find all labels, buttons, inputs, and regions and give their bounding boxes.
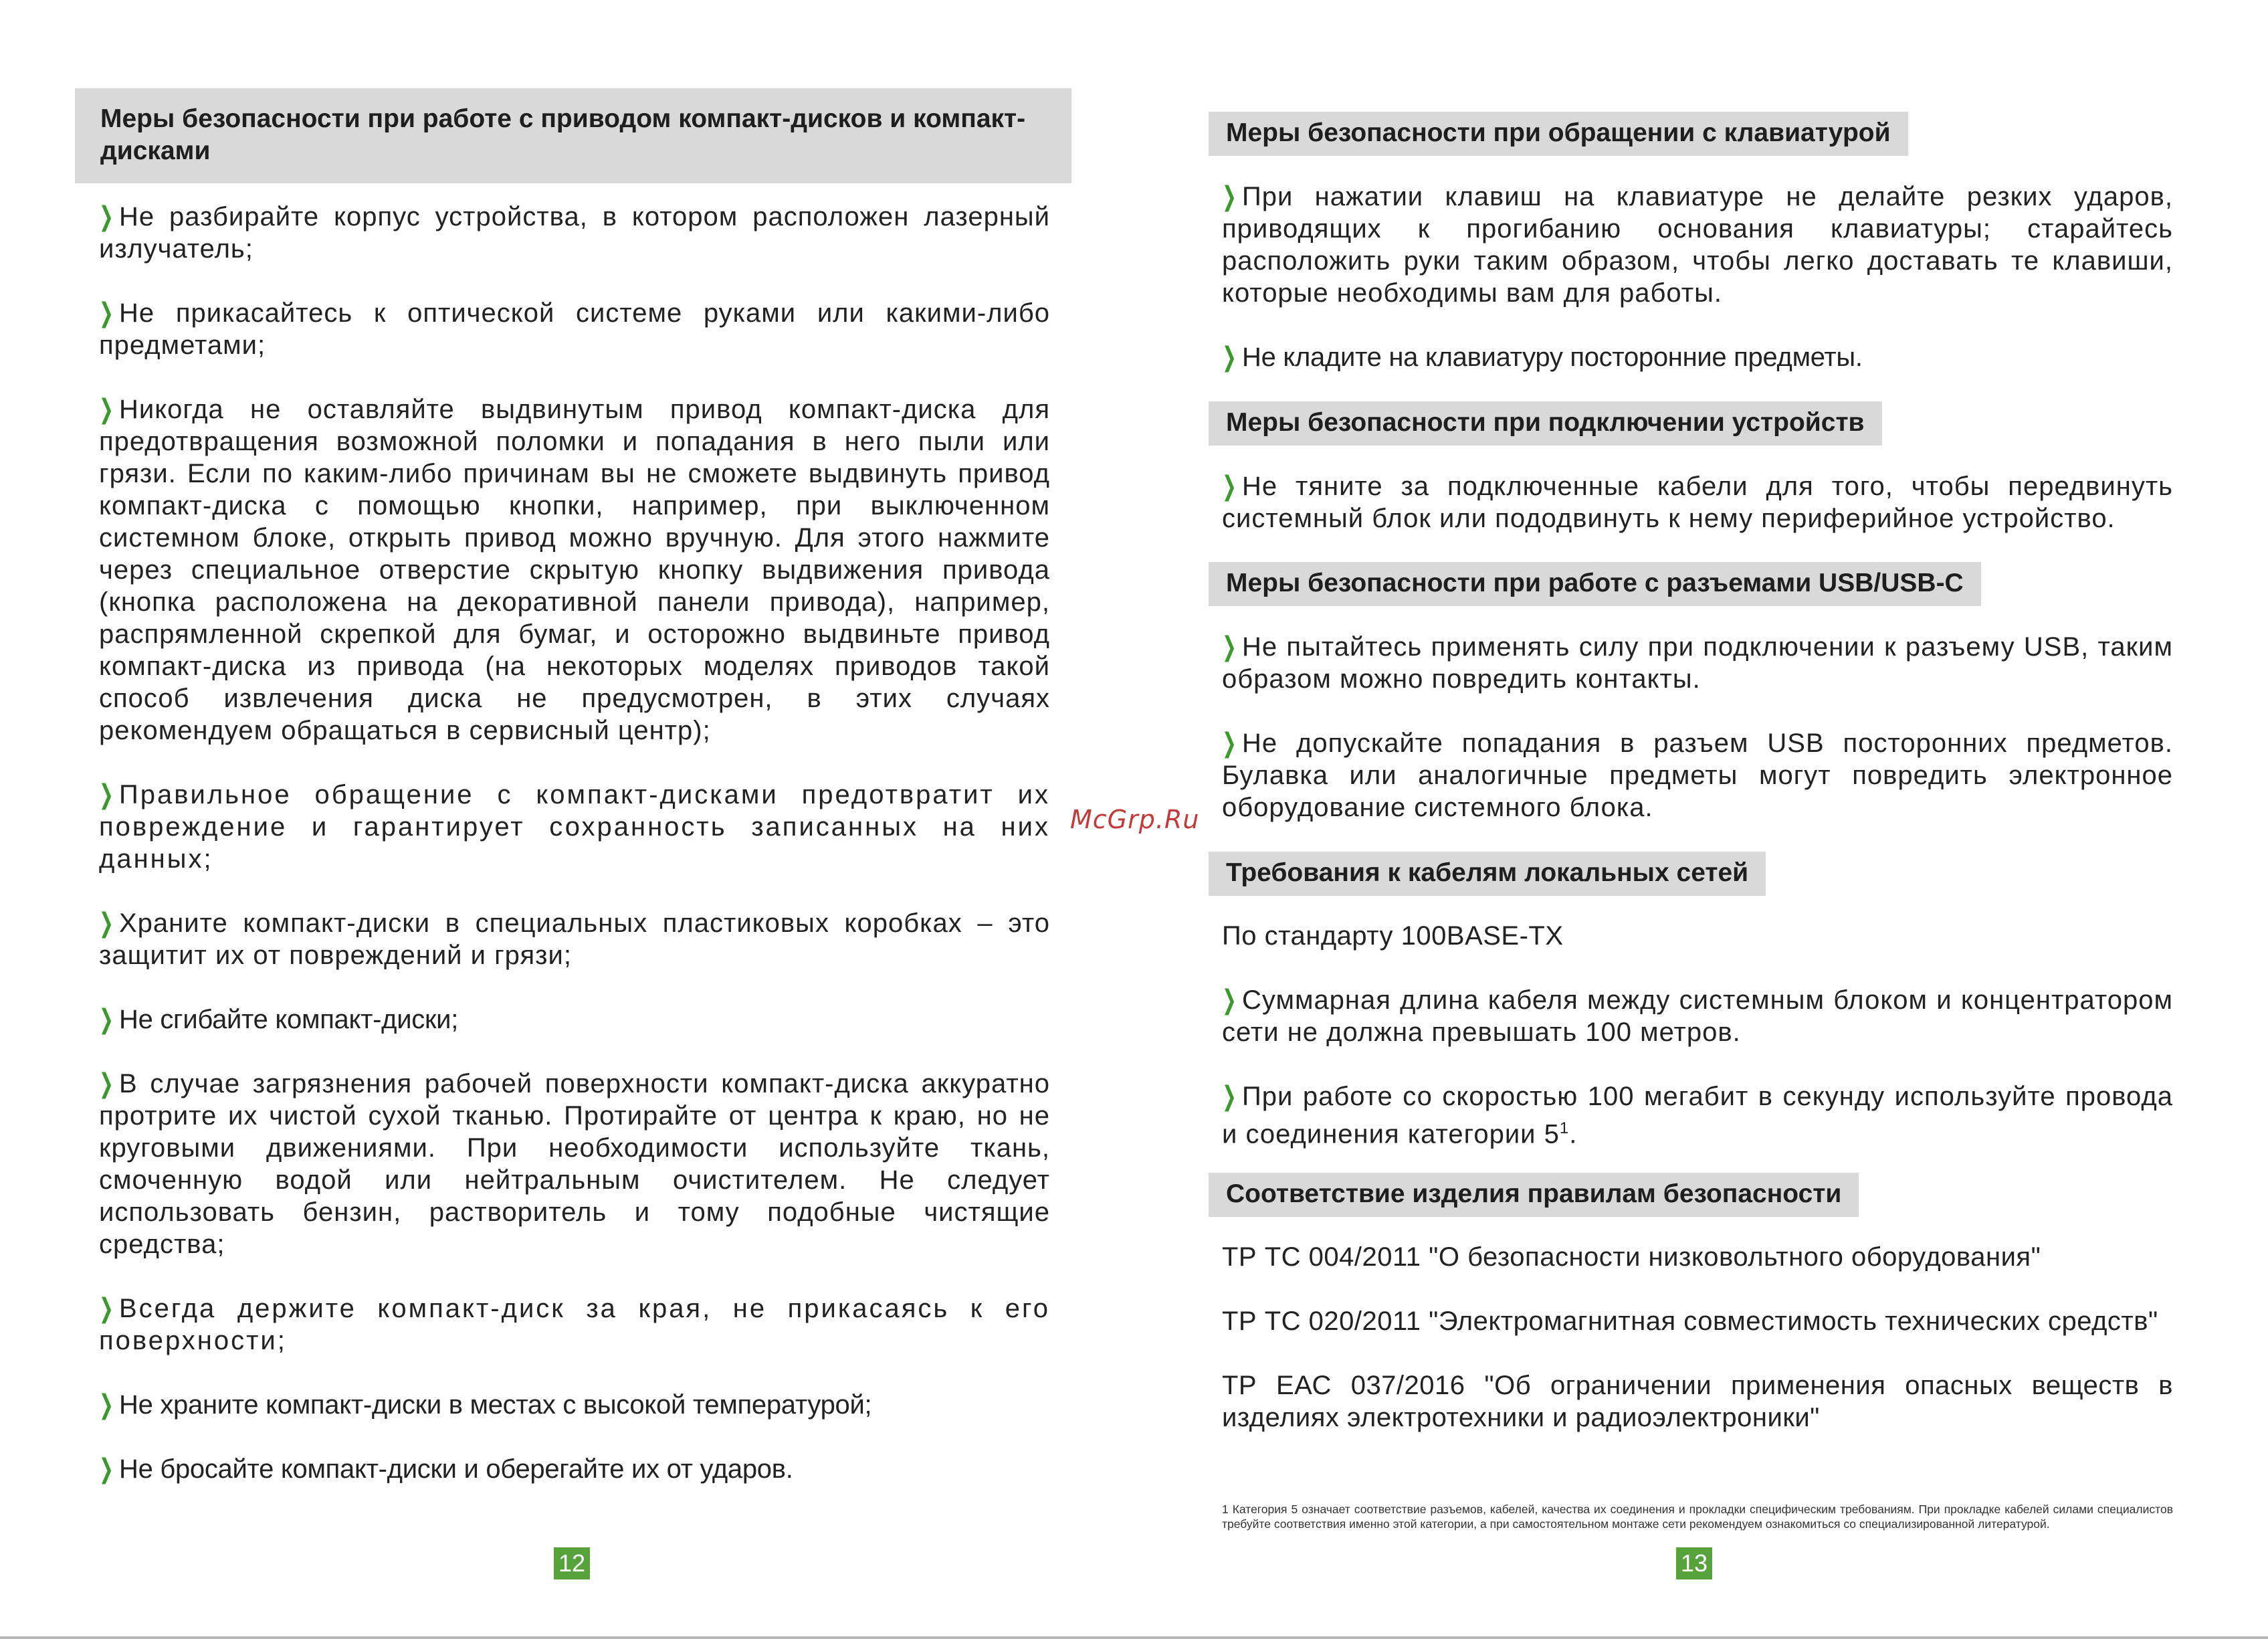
list-item: ❯ Всегда держите компакт-диск за края, не прикасаясь к его поверхности; [99,1294,1050,1355]
chevron-right-icon: ❯ [1222,985,1237,1015]
section-header-keyboard: Меры безопасности при обращении с клавиатурой [1209,112,1908,156]
list-item: ❯ Правильное обращение с компакт-дисками предотвратит их повреждение и гарантирует сохранность записанных на них данных; [99,780,1050,874]
list-item: ❯ Никогда не оставляйте выдвинутым привод компакт-диска для предотвращения возможной поломки и попадания в него пыли или грязи. Если по каким-либо причинам вы не сможете выдвинуть привод компакт-диска с помощью кнопки, например, при выключенном системном блоке, открыть привод можно вручную. Для этого нажмите через специальное отверстие скрытую кнопку выдвижения привода (кнопка расположена на декоративной панели привода), например, распрямленной скрепкой для бумаг, и осторожно выдвиньте привод компакт-диска из привода (на некоторых моделях приводов такой способ извлечения диска не предусмотрен, в этих случаях рекомендуем обращаться в сервисный центр); [99,395,1050,745]
compliance-list [1222,1241,2173,1466]
chevron-right-icon: ❯ [99,298,114,328]
page-number-right: 13 [1676,1547,1712,1579]
compliance-line: ТР ЕАС 037/2016 "Об ограничении применения опасных веществ в изделиях электротехники и радиоэлектроники" [1222,1371,2173,1432]
section-header-devices: Меры безопасности при подключении устройств [1209,401,1882,446]
section-header-lan: Требования к кабелям локальных сетей [1209,852,1766,896]
chevron-right-icon: ❯ [99,1454,114,1484]
chevron-right-icon: ❯ [99,202,114,231]
list-item: ❯ Не допускайте попадания в разъем USB посторонних предметов. Булавка или аналогичные предметы могут повредить электронное оборудование системного блока. [1222,729,2173,822]
list-item: ❯ Не прикасайтесь к оптической системе руками или какими-либо предметами; [99,298,1050,360]
chevron-right-icon: ❯ [1222,343,1237,372]
chevron-right-icon: ❯ [99,1069,114,1098]
bottom-border [0,1636,2268,1639]
list-item: ❯ Не храните компакт-диски в местах с высокой температурой; [99,1390,872,1420]
watermark: McGrp.Ru [1070,805,1200,834]
list-item: ❯ Храните компакт-диски в специальных пластиковых коробках – это защитит их от повреждений и грязи; [99,908,1050,970]
chevron-right-icon: ❯ [99,908,114,938]
compliance-line: ТР ТС 020/2011 "Электромагнитная совместимость технических средств" [1222,1307,2158,1336]
chevron-right-icon: ❯ [1222,1082,1237,1111]
list-item: ❯ Не кладите на клавиатуру посторонние предметы. [1222,343,1863,372]
list-item: ❯ Суммарная длина кабеля между системным блоком и концентратором сети не должна превышать 100 метров. [1222,985,2173,1047]
right-page [1134,0,2268,1639]
lan-standard: По стандарту 100BASE-TX [1222,921,1564,951]
footnote: 1 Категория 5 означает соответствие разъемов, кабелей, качества их соединения и прокладки специфическим требованиям. При прокладке кабелей силами специалистов требуйте соответствия именно этой категории, а при самостоятельном монтаже сети рекомендуем ознакомиться со специализированной литературой. [1222,1503,2173,1531]
list-item: ❯ В случае загрязнения рабочей поверхности компакт-диска аккуратно протрите их чистой сухой тканью. Протирайте от центра к краю, но не круговыми движениями. При необходимости используйте ткань, смоченную водой или нейтральным очистителем. Не следует использовать бензин, растворитель и тому подобные чистящие средства; [99,1069,1050,1259]
list-item: ❯ Не бросайте компакт-диски и оберегайте их от ударов. [99,1454,793,1484]
list-item: ❯ При работе со скоростью 100 мегабит в секунду используйте провода и соединения категории $5^1$. [1222,1082,2173,1149]
chevron-right-icon: ❯ [1222,729,1237,758]
list-item: ❯ Не разбирайте корпус устройства, в котором расположен лазерный излучатель; [99,202,1050,264]
chevron-right-icon: ❯ [99,780,115,809]
compliance-line: ТР ТС 004/2011 "О безопасности низковольтного оборудования" [1222,1242,2041,1272]
list-item: ❯ Не сгибайте компакт-диски; [99,1005,459,1034]
chevron-right-icon: ❯ [1222,632,1237,662]
usb-safety-list [1222,631,2173,856]
list-item: ❯ Не пытайтесь применять силу при подключении к разъему USB, таким образом можно повредить контакты. [1222,632,2173,694]
keyboard-safety-list [1222,181,2173,405]
chevron-right-icon: ❯ [1222,182,1237,211]
chevron-right-icon: ❯ [99,1005,114,1034]
chevron-right-icon: ❯ [1222,472,1237,501]
list-item: ❯ Не тяните за подключенные кабели для того, чтобы передвинуть системный блок или пододвинуть к нему периферийное устройство. [1222,472,2173,533]
cd-safety-list [99,201,1050,1517]
chevron-right-icon: ❯ [99,1294,115,1323]
lan-requirements [1222,920,2173,1182]
chevron-right-icon: ❯ [99,395,114,424]
devices-safety-list [1222,470,2173,567]
list-item: ❯ При нажатии клавиш на клавиатуре не делайте резких ударов, приводящих к прогибанию основания клавиатуры; старайтесь расположить руки таким образом, чтобы легко доставать те клавиши, которые необходимы вам для работы. [1222,182,2173,308]
footnote-ref: 1 [1559,1119,1570,1137]
chevron-right-icon: ❯ [99,1390,114,1420]
section-header-usb: Меры безопасности при работе с разъемами USB/USB-C [1209,562,1981,606]
section-header-cd-safety: Меры безопасности при работе с приводом компакт-дисков и компакт-дисками [75,88,1071,183]
page-number-left: 12 [554,1547,590,1579]
section-header-compliance: Соответствие изделия правилам безопасности [1209,1173,1859,1217]
